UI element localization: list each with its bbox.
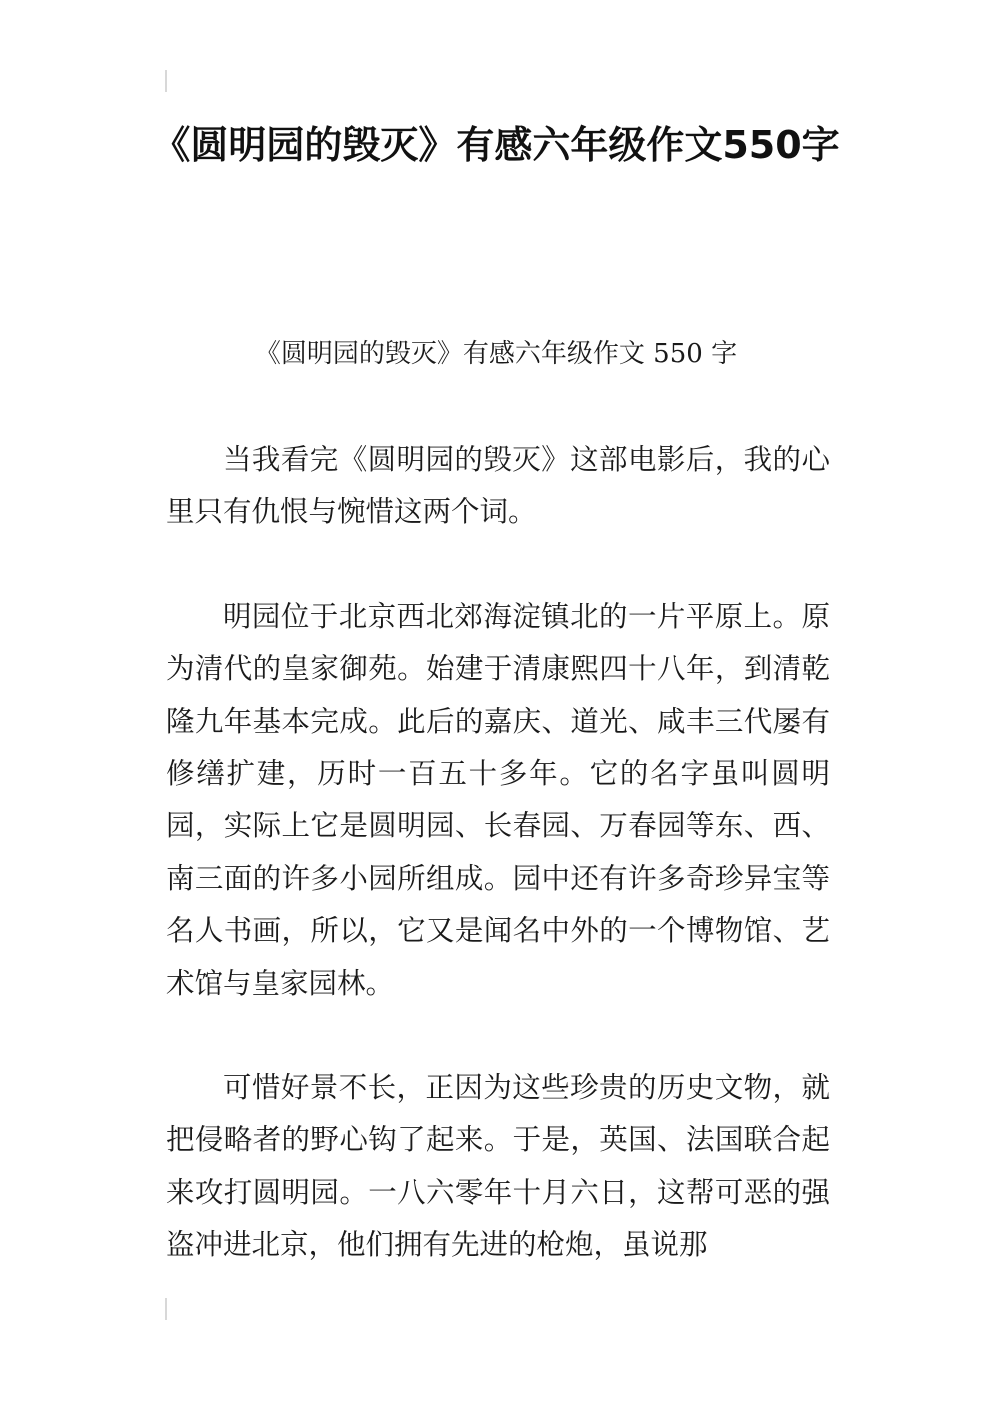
margin-mark-top — [165, 70, 167, 92]
paragraph-1: 当我看完《圆明园的毁灭》这部电影后，我的心里只有仇恨与惋惜这两个词。 — [166, 443, 830, 529]
document-title: 《圆明园的毁灭》有感六年级作文550字 — [152, 123, 840, 167]
paragraph-3: 可惜好景不长，正因为这些珍贵的历史文物，就把侵略者的野心钩了起来。于是，英国、法国联合起来攻打圆明园。一八六零年十月六日，这帮可恶的强盗冲进北京，他们拥有先进的枪炮，虽说那 — [166, 1071, 830, 1262]
margin-mark-bottom — [165, 1298, 167, 1320]
document-body — [166, 434, 830, 1324]
document-subtitle: 《圆明园的毁灭》有感六年级作文 550 字 — [254, 339, 738, 369]
paragraph-2: 明园位于北京西北郊海淀镇北的一片平原上。原为清代的皇家御苑。始建于清康熙四十八年，到清乾隆九年基本完成。此后的嘉庆、道光、咸丰三代屡有修缮扩建，历时一百五十多年。它的名字虽叫圆明园，实际上它是圆明园、长春园、万春园等东、西、南三面的许多小园所组成。园中还有许多奇珍异宝等名人书画，所以，它又是闻名中外的一个博物馆、艺术馆与皇家园林。 — [166, 599, 830, 1000]
